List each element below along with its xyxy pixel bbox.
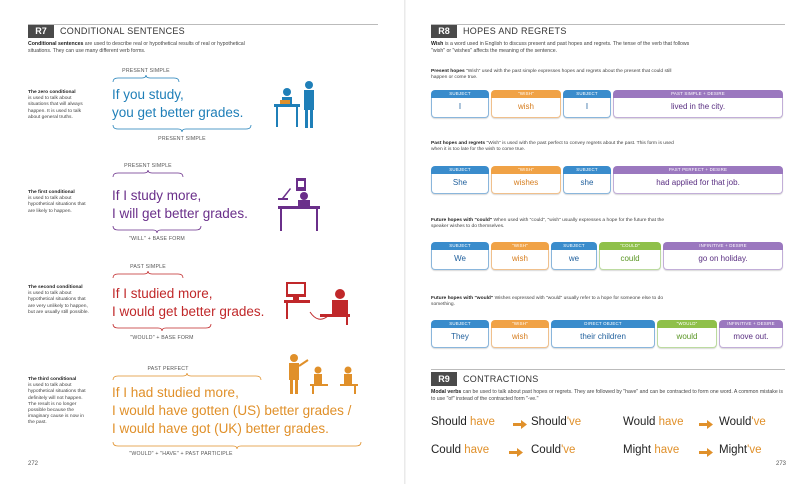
sentence-line: you get better grades. [112,105,244,120]
wish-cell [491,320,549,348]
subject-cell [431,242,489,270]
cell-label: "COULD" [599,242,661,250]
modal-word: Might [623,444,652,456]
modal-word: Would [719,416,752,428]
brace-top [112,75,180,83]
intro-keyword: Wish [431,41,444,47]
cell-value: She [431,174,489,194]
intro-keyword: Modal verbs [431,389,462,395]
section-rule [28,24,378,25]
caption-bottom: PRESENT SIMPLE [158,136,206,142]
section-rule [431,24,785,25]
cell-value: I [563,98,611,118]
page-number: 273 [775,461,786,467]
brace-bottom [112,124,252,132]
student-at-desk-illustration [276,176,324,232]
wish-cell [491,166,561,194]
note-text: is used to talk about hypothetical situations that definitely will not happen. The result is no longer possible because the imaginary cause is now in the past. [28,383,86,426]
modal-word: Could [431,444,462,456]
second-conditional-note [28,285,90,316]
caption-bottom: "WOULD" + BASE FORM [130,335,194,341]
contraction-would-full [623,416,684,428]
subject-cell [551,242,597,270]
cell-label: "WISH" [491,242,549,250]
cell-value: their children [551,328,655,348]
sentence-line: If I studied more, [112,286,213,301]
subject-cell [431,90,489,118]
brace-bottom [112,441,362,449]
subject-cell [431,320,489,348]
brace-top [112,271,184,279]
cell-label: SUBJECT [431,90,489,98]
cell-label: SUBJECT [563,90,611,98]
section-header-r8 [431,24,567,38]
wish-cell [491,242,549,270]
third-conditional-note [28,377,90,427]
caption-top: PAST PERFECT [147,366,189,372]
brace-top [112,170,184,178]
cell-value: I [431,98,489,118]
note-text: is used to talk about situations that will always happen. It is used to talk about general truths. [28,96,83,120]
student-computer-illustration [284,280,354,326]
cell-label: "WISH" [491,90,561,98]
verb-cell [663,242,783,270]
sub-text: "Wish" used with the past simple expresses hopes and regrets about the present that could still happen or come true. [431,69,672,81]
contraction-should-full [431,416,495,428]
sub-text: When used with "could", "wish" usually expresses a hope for the future that the speaker wishes to do themselves. [431,218,665,230]
cell-label: SUBJECT [431,166,489,174]
sentence-line: I will get better grades. [112,206,248,221]
cell-label: "WOULD" [657,320,717,328]
could-cell [599,242,661,270]
contraction-should-short [531,416,581,428]
sub-text: Wishes expressed with "would" usually refer to a hope for someone else to do something. [431,296,664,308]
ve-suffix: 've [747,444,762,456]
cell-value: They [431,328,489,348]
note-title: The zero conditional [28,90,76,95]
cell-value: we [551,250,597,270]
page-number: 272 [28,461,39,467]
ve-suffix: 've [751,416,766,428]
arrow-right-icon [699,420,713,429]
cell-label: "WISH" [491,320,549,328]
ve-suffix: 've [566,416,582,428]
sentence-line: I would have got (UK) better grades. [112,421,329,436]
note-title: The second conditional [28,285,83,290]
subject-cell [431,166,489,194]
arrow-right-icon [509,448,523,457]
contraction-could-short [531,444,575,456]
cell-value: wish [491,328,549,348]
cell-value: lived in the city. [613,98,783,118]
sub-title: Future hopes with "could" [431,218,493,223]
cell-label: DIRECT OBJECT [551,320,655,328]
cell-value: wishes [491,174,561,194]
future-would-intro [431,296,679,308]
brace-bottom [112,225,202,233]
cell-label: SUBJECT [551,242,597,250]
cell-label: PAST PERFECT + DESIRE [613,166,783,174]
verb-cell [719,320,783,348]
modal-word: Should [531,416,567,428]
first-conditional-note [28,190,90,215]
cell-value: would [657,328,717,348]
sentence-line: If I had studied more, [112,385,239,400]
wish-cell [491,90,561,118]
caption-top: PRESENT SIMPLE [122,68,170,74]
arrow-right-icon [513,420,527,429]
classroom-illustration [284,352,364,396]
modal-word: Would [623,416,656,428]
section-intro [28,41,268,55]
future-could-intro [431,218,679,230]
zero-conditional-sentence [112,86,243,122]
section-title: CONDITIONAL SENTENCES [60,26,185,36]
past-regrets-intro [431,141,679,153]
verb-cell [613,90,783,118]
have-word: have [658,416,684,428]
intro-keyword: Conditional sentences [28,41,84,47]
sentence-line: If you study, [112,87,184,102]
section-tag: R9 [431,372,457,386]
cell-label: "WISH" [491,166,561,174]
second-conditional-sentence [112,285,264,321]
cell-value: had applied for that job. [613,174,783,194]
first-conditional-sentence [112,187,248,223]
cell-label: INFINITIVE + DESIRE [719,320,783,328]
section-rule [431,369,785,370]
caption-top: PAST SIMPLE [130,264,166,270]
sub-title: Present hopes [431,69,465,74]
cell-label: SUBJECT [431,242,489,250]
section-title: CONTRACTIONS [463,374,539,384]
ve-suffix: 've [561,444,576,456]
zero-conditional-note [28,90,90,121]
cell-label: PAST SIMPLE + DESIRE [613,90,783,98]
intro-text: is a word used in English to discuss present and past hopes and regrets. The tense of the verb that follows "wish" or "wishes" affects the meaning of the sentence. [431,41,690,55]
note-text: is used to talk about hypothetical situations that are very unlikely to happen, but are usually still possible. [28,291,89,315]
note-text: is used to talk about hypothetical situations that are likely to happen. [28,196,86,214]
section-tag: R7 [28,24,54,38]
caption-top: PRESENT SIMPLE [124,163,172,169]
sentence-line: If I study more, [112,188,202,203]
caption-bottom: "WOULD" + "HAVE" + PAST PARTICIPLE [129,451,233,457]
contraction-could-full [431,444,489,456]
contraction-might-short [719,444,761,456]
sub-text: "Wish" is used with the past perfect to convey regrets about the past. This form is used when it is too late for the wish to come true. [431,141,674,153]
caption-bottom: "WILL" + BASE FORM [129,236,185,242]
modal-word: Could [531,444,562,456]
cell-value: she [563,174,611,194]
present-hopes-intro [431,69,679,81]
modal-word: Might [719,444,748,456]
brace-bottom [112,323,212,331]
sub-title: Future hopes with "would" [431,296,494,301]
cell-value: could [599,250,661,270]
subject-cell [563,90,611,118]
have-word: have [464,444,490,456]
cell-label: SUBJECT [563,166,611,174]
cell-value: wish [491,250,549,270]
section-tag: R8 [431,24,457,38]
section-header-r9 [431,372,539,386]
cell-value: wish [491,98,561,118]
right-page [405,0,810,484]
section-header-r7 [28,24,185,38]
brace-top [112,373,262,381]
verb-cell [613,166,783,194]
cell-value: move out. [719,328,783,348]
object-cell [551,320,655,348]
section-title: HOPES AND REGRETS [463,26,567,36]
sub-title: Past hopes and regrets [431,141,486,146]
arrow-right-icon [699,448,713,457]
contractions-intro [431,389,785,403]
have-word: have [654,444,680,456]
would-cell [657,320,717,348]
intro-text: are used to describe real or hypothetical results of real or hypothetical situations. They can use many different verb forms. [28,41,245,55]
students-studying-illustration [272,80,322,130]
note-title: The third conditional [28,377,77,382]
have-word: have [470,416,495,428]
cell-label: SUBJECT [431,320,489,328]
subject-cell [563,166,611,194]
cell-value: go on holiday. [663,250,783,270]
note-title: The first conditional [28,190,75,195]
modal-word: Should [431,416,467,428]
cell-label: INFINITIVE + DESIRE [663,242,783,250]
contraction-might-full [623,444,679,456]
sentence-line: I would get better grades. [112,304,265,319]
intro-text: can be used to talk about past hopes or regrets. They are followed by "have" and can be contracted to form one word. A common mistake is to use "of" instead of the contracted form "-ve." [431,389,783,403]
contraction-would-short [719,416,766,428]
cell-value: We [431,250,489,270]
section-intro [431,41,691,55]
sentence-line: I would have gotten (US) better grades / [112,403,352,418]
